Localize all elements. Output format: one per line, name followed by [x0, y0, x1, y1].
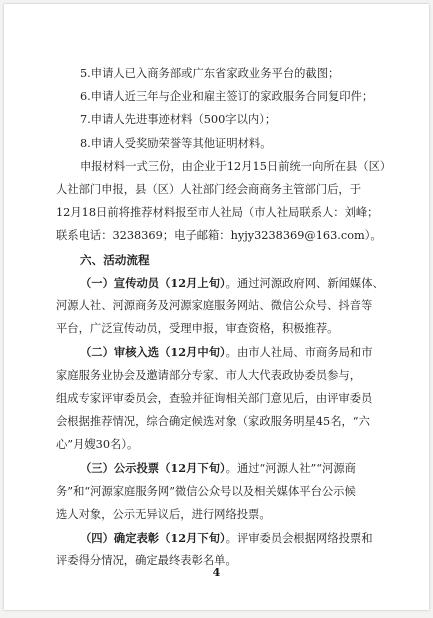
material-item-5: 5.申请人已入商务部或广东省家政业务平台的截图；: [80, 67, 340, 80]
step2-line-2: 家庭服务业协会及邀请部分专家、市人大代表政协委员参与，: [56, 368, 362, 382]
step2-title: （二）审核入选（12月中旬）: [80, 345, 226, 360]
step4-title: （四）确定表彰（12月下旬）: [80, 531, 226, 545]
step3-line-1-rest: 。通过“河源人社”“河源商: [225, 462, 356, 476]
step2-line-4: 会根据推荐情况，综合确定候选对象（家政服务明星45名，“六: [56, 415, 370, 428]
material-item-7: 7.申请人先进事迹材料（500字以内）；: [80, 113, 277, 127]
step3-line-2: 务”和“河源家庭服务网”微信公众号以及相关媒体平台公示候: [56, 484, 356, 498]
step4-line-2: 评委得分情况，确定最终表彰名单。: [56, 554, 237, 568]
step4-line-1: [80, 530, 420, 547]
step1-line-1: [80, 275, 420, 292]
step2-line-1: [80, 344, 420, 361]
material-item-8: 8.申请人受奖励荣誉等其他证明材料。: [80, 136, 272, 150]
step1-line-2: 河源人社、河源商务及河源家庭服务网站、微信公众号、抖音等: [56, 299, 373, 312]
step3-line-3: 选人对象，公示无异议后，进行网络投票。: [56, 507, 271, 521]
document-page: [4, 4, 429, 610]
step3-line-1: [80, 460, 420, 477]
step2-line-5: 心”月嫂30名）。: [56, 438, 139, 452]
section-heading: 六、活动流程: [80, 252, 150, 267]
step3-title: （三）公示投票（12月下旬）: [80, 461, 226, 476]
submission-line-2: 人社部门申报，县（区）人社部门经会商商务主管部门后，于: [56, 183, 362, 196]
submission-line-1: 申报材料一式三份，由企业于12月15日前统一向所在县（区）: [80, 159, 392, 173]
step1-title: （一）宣传动员（12月上旬）: [80, 275, 226, 290]
page-number: 4: [212, 566, 221, 579]
step1-line-3: 平台，广泛宣传动员，受理申报，审查资格，积极推荐。: [56, 322, 339, 336]
step4-line-1-rest: 。评审委员会根据网络投票和: [225, 532, 373, 545]
step2-line-3: 组成专家评审委员会，查验并征询相关部门意见后，由评审委员: [56, 391, 373, 405]
step1-line-1-rest: 。通过河源政府网、新闻媒体、: [225, 276, 384, 290]
submission-line-3: 12月18日前将推荐材料报至市人社局（市人社局联系人：刘峰；: [56, 206, 379, 220]
material-item-6: 6.申请人近三年与企业和雇主签订的家政服务合同复印件；: [80, 90, 374, 104]
step2-line-1-rest: 。由市人社局、市商务局和市: [225, 346, 373, 360]
submission-line-4: 联系电话：3238369；电子邮箱：hyjy3238369@163.com）。: [56, 229, 382, 243]
